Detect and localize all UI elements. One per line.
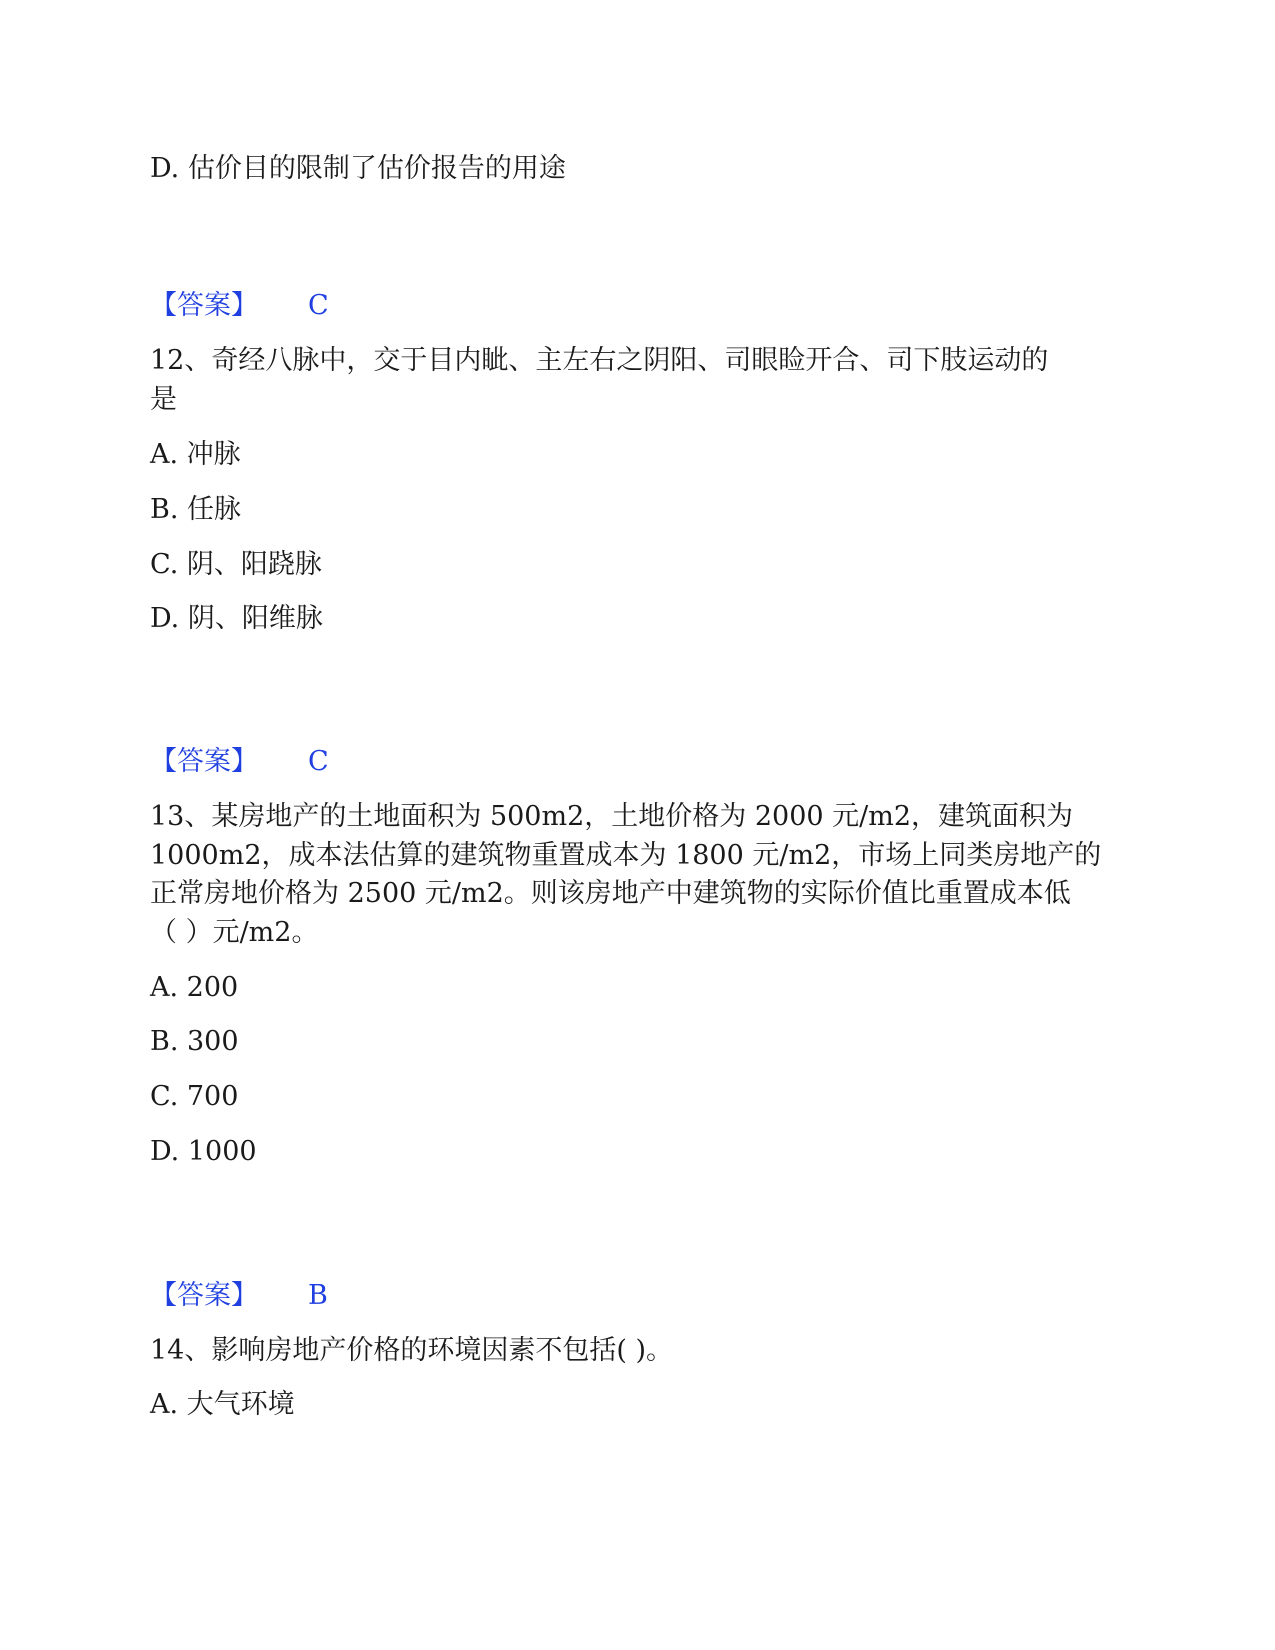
q13-option-d: D. 1000 [150, 1136, 257, 1167]
q12-option-c: C. 阴、阳跷脉 [150, 549, 322, 580]
q13-question-line-1: 13、某房地产的土地面积为 500m2，土地价格为 2000 元/m2，建筑面积为 [150, 801, 1074, 832]
q13-option-a: A. 200 [150, 972, 239, 1003]
q14-question: 14、影响房地产价格的环境因素不包括( )。 [150, 1335, 674, 1366]
answer-label: 【答案】 [150, 746, 258, 777]
q12-answer [150, 742, 450, 782]
answer-value: C [308, 290, 329, 321]
q11-answer [150, 286, 450, 326]
q12-option-d: D. 阴、阳维脉 [150, 603, 323, 634]
answer-value: C [308, 746, 329, 777]
q13-answer [150, 1276, 450, 1316]
q14-option-a: A. 大气环境 [150, 1389, 295, 1420]
q12-option-b: B. 任脉 [150, 494, 242, 525]
q12-option-a: A. 冲脉 [150, 439, 241, 470]
answer-value: B [308, 1280, 328, 1311]
q12-question-line-2: 是 [150, 384, 177, 415]
q13-option-c: C. 700 [150, 1081, 239, 1112]
q13-question-line-4: （ ）元/m2。 [150, 917, 319, 948]
answer-label: 【答案】 [150, 1280, 258, 1311]
q13-question-line-2: 1000m2，成本法估算的建筑物重置成本为 1800 元/m2，市场上同类房地产的 [150, 840, 1102, 871]
q12-question-line-1: 12、奇经八脉中，交于目内眦、主左右之阴阳、司眼睑开合、司下肢运动的 [150, 345, 1049, 376]
q13-question-line-3: 正常房地价格为 2500 元/m2。则该房地产中建筑物的实际价值比重置成本低 [150, 878, 1071, 909]
q11-option-d: D. 估价目的限制了估价报告的用途 [150, 153, 566, 184]
q13-option-b: B. 300 [150, 1026, 239, 1057]
answer-label: 【答案】 [150, 290, 258, 321]
